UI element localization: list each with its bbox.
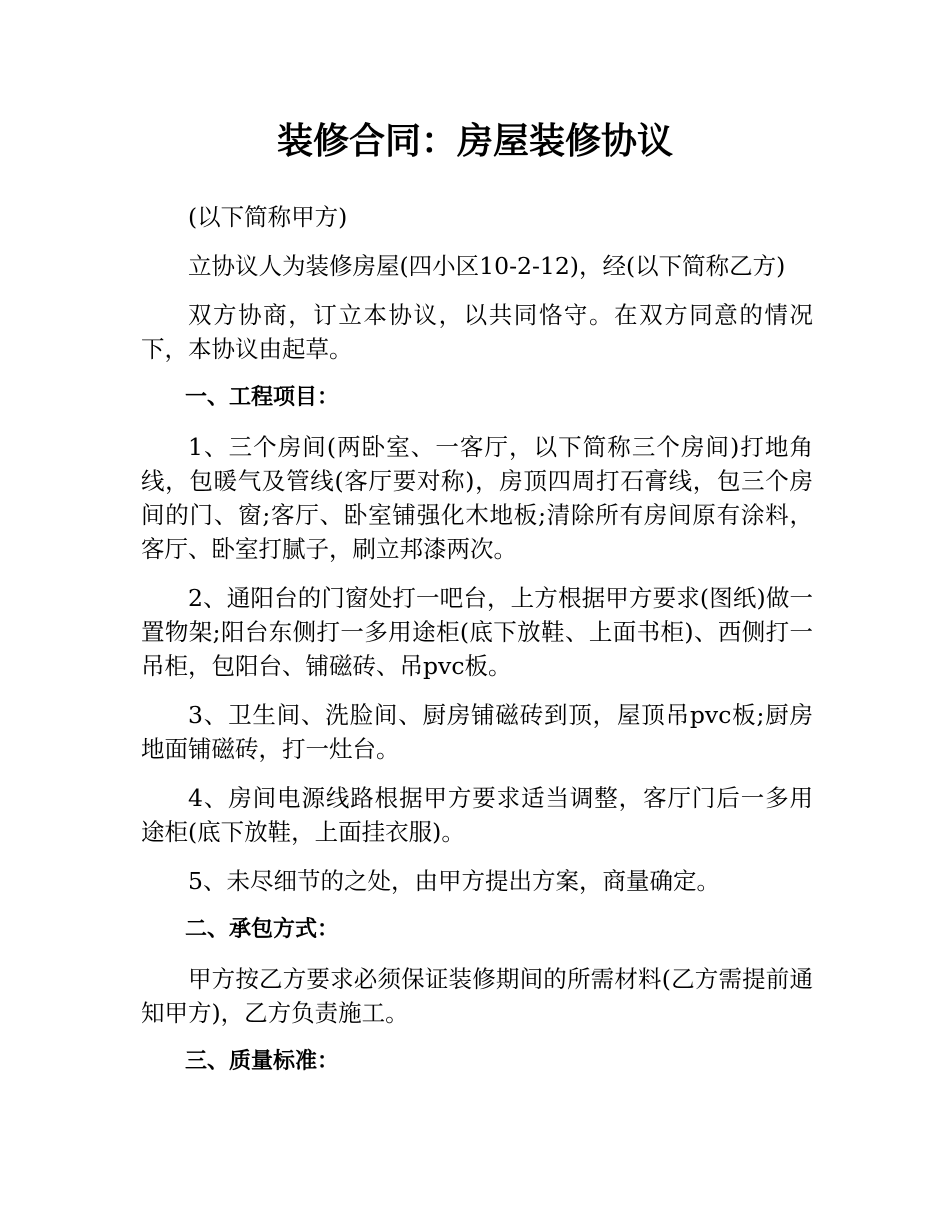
project-item-1: 1、三个房间(两卧室、一客厅，以下简称三个房间)打地角线，包暖气及管线(客厅要对称)，房顶四周打石膏线，包三个房间的门、窗;客厅、卧室铺强化木地板;清除所有房间原有涂料，客厅、卧室打腻子，刷立邦漆两次。 — [141, 433, 813, 563]
project-item-2: 2、通阳台的门窗处打一吧台，上方根据甲方要求(图纸)做一置物架;阳台东侧打一多用途柜(底下放鞋、上面书柜)、西侧打一吊柜，包阳台、铺磁砖、吊pvc板。 — [141, 584, 813, 680]
contract-method-text: 甲方按乙方要求必须保证装修期间的所需材料(乙方需提前通知甲方)，乙方负责施工。 — [141, 965, 813, 1027]
intro-party-a: (以下简称甲方) — [188, 203, 348, 231]
document-body — [141, 200, 813, 1094]
project-item-4: 4、房间电源线路根据甲方要求适当调整，客厅门后一多用途柜(底下放鞋，上面挂衣服)。 — [141, 784, 813, 846]
section-heading-project: 一、工程项目： — [185, 385, 340, 410]
project-item-5: 5、未尽细节的之处，由甲方提出方案，商量确定。 — [188, 867, 720, 895]
intro-consensus: 双方协商，订立本协议，以共同恪守。在双方同意的情况下，本协议由起草。 — [141, 301, 813, 363]
intro-agreement-parties: 立协议人为装修房屋(四小区10-2-12)，经(以下简称乙方) — [188, 252, 786, 280]
section-heading-contract-method: 二、承包方式： — [185, 917, 340, 942]
page-title: 装修合同：房屋装修协议 — [276, 121, 673, 162]
section-heading-quality: 三、质量标准： — [185, 1049, 340, 1074]
project-item-3: 3、卫生间、洗脸间、厨房铺磁砖到顶，屋顶吊pvc板;厨房地面铺磁砖，打一灶台。 — [141, 701, 813, 763]
